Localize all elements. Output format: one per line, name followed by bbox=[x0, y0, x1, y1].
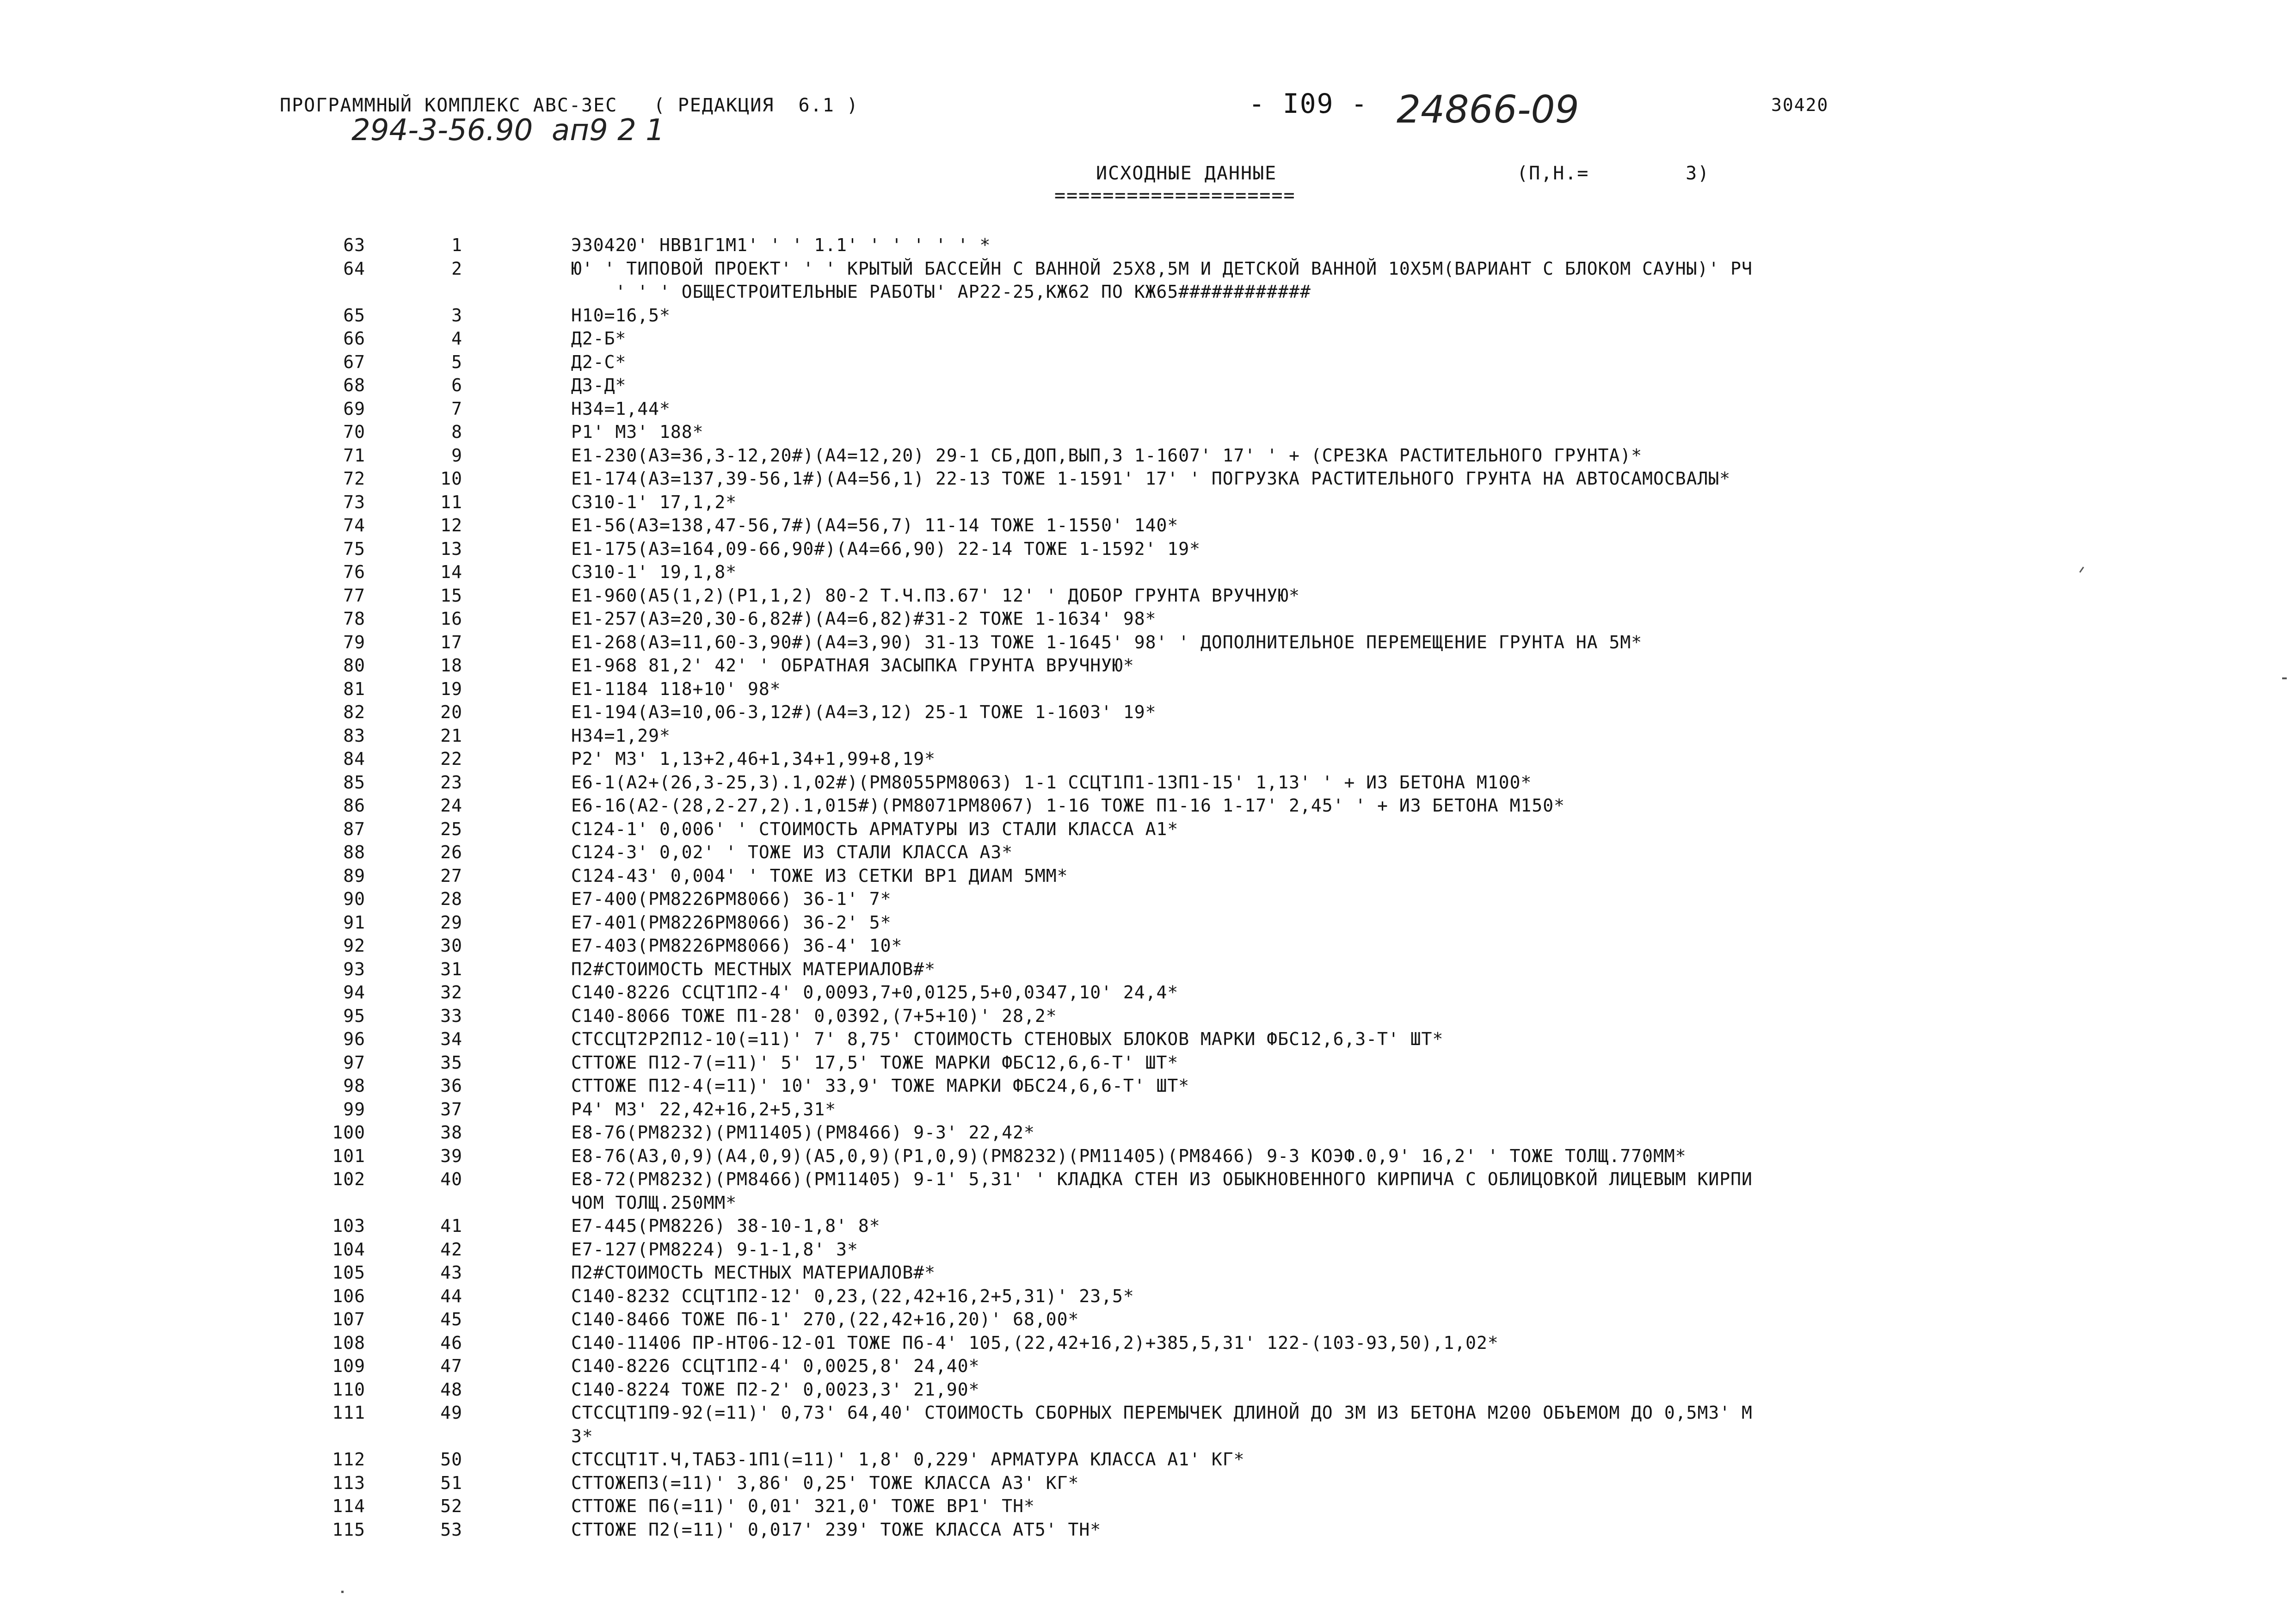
statement-number: 52 bbox=[440, 1496, 462, 1516]
statement-text: СТТОЖЕП3(=11)' 3,86' 0,25' ТОЖЕ КЛАССА А3' КГ* bbox=[571, 1473, 1079, 1493]
listing-row bbox=[0, 399, 2296, 422]
line-number: 97 bbox=[343, 1052, 365, 1073]
statement-text: СТТОЖЕ П6(=11)' 0,01' 321,0' ТОЖЕ ВР1' ТН* bbox=[571, 1496, 1035, 1516]
line-number: 107 bbox=[332, 1309, 365, 1329]
statement-number: 36 bbox=[440, 1076, 462, 1096]
statement-number: 15 bbox=[440, 585, 462, 606]
line-number: 78 bbox=[343, 609, 365, 629]
statement-text: Е8-72(РМ8232)(РМ8466)(РМ11405) 9-1' 5,31' ' КЛАДКА СТЕН ИЗ ОБЫКНОВЕННОГО КИРПИЧА С ОБЛИЦОВКОЙ ЛИЦЕВЫМ КИРПИ bbox=[571, 1169, 1753, 1189]
statement-text: Р1' М3' 188* bbox=[571, 422, 704, 442]
statement-text: С140-8226 ССЦТ1П2-4' 0,0093,7+0,0125,5+0,0347,10' 24,4* bbox=[571, 982, 1179, 1003]
statement-number: 40 bbox=[440, 1169, 462, 1189]
statement-text: СТССЦТ1Т.Ч,ТАБ3-1П1(=11)' 1,8' 0,229' АРМАТУРА КЛАССА А1' КГ* bbox=[571, 1449, 1245, 1470]
listing-row bbox=[0, 772, 2296, 795]
listing-row bbox=[0, 1099, 2296, 1122]
line-number: 84 bbox=[343, 749, 365, 769]
line-number: 100 bbox=[332, 1122, 365, 1143]
line-number: 72 bbox=[343, 468, 365, 489]
statement-number: 32 bbox=[440, 982, 462, 1003]
listing-row bbox=[0, 585, 2296, 609]
line-number: 93 bbox=[343, 959, 365, 979]
listing-row bbox=[0, 1076, 2296, 1099]
line-number: 64 bbox=[343, 258, 365, 279]
statement-text: ЧОМ ТОЛЩ.250ММ* bbox=[571, 1193, 737, 1213]
pn-parameter: (П,Н.= 3) bbox=[1517, 163, 1710, 184]
statement-number: 31 bbox=[440, 959, 462, 979]
statement-number: 14 bbox=[440, 562, 462, 582]
statement-number: 28 bbox=[440, 889, 462, 909]
statement-number: 2 bbox=[451, 258, 462, 279]
line-number: 114 bbox=[332, 1496, 365, 1516]
statement-number: 8 bbox=[451, 422, 462, 442]
line-number: 94 bbox=[343, 982, 365, 1003]
statement-text: Ю' ' ТИПОВОЙ ПРОЕКТ' ' ' КРЫТЫЙ БАССЕЙН С ВАННОЙ 25Х8,5М И ДЕТСКОЙ ВАННОЙ 10Х5М(ВАРИАНТ С БЛОКОМ САУНЫ)' РЧ bbox=[571, 258, 1753, 279]
statement-text: Е1-268(А3=11,60-3,90#)(А4=3,90) 31-13 ТОЖЕ 1-1645' 98' ' ДОПОЛНИТЕЛЬНОЕ ПЕРЕМЕЩЕНИЕ ГРУНТА НА 5М* bbox=[571, 632, 1643, 652]
statement-number: 17 bbox=[440, 632, 462, 652]
listing-row bbox=[0, 819, 2296, 842]
listing-row bbox=[0, 258, 2296, 282]
statement-text: Д2-С* bbox=[571, 352, 627, 372]
line-number: 70 bbox=[343, 422, 365, 442]
statement-text: Н34=1,29* bbox=[571, 726, 671, 746]
listing-row bbox=[0, 1426, 2296, 1449]
line-number: 82 bbox=[343, 702, 365, 722]
listing-row bbox=[0, 1379, 2296, 1403]
statement-number: 20 bbox=[440, 702, 462, 722]
statement-text: Е1-960(А5(1,2)(Р1,1,2) 80-2 Т.Ч.П3.67' 12' ' ДОБОР ГРУНТА ВРУЧНУЮ* bbox=[571, 585, 1300, 606]
statement-text: Е1-175(А3=164,09-66,90#)(А4=66,90) 22-14 ТОЖЕ 1-1592' 19* bbox=[571, 539, 1201, 559]
statement-text: ЭЗ0420' НВВ1Г1М1' ' ' 1.1' ' ' ' ' ' * bbox=[571, 235, 991, 255]
statement-number: 29 bbox=[440, 912, 462, 933]
line-number: 109 bbox=[332, 1356, 365, 1376]
heading-underline: ==================== bbox=[1054, 185, 1296, 206]
listing-row bbox=[0, 912, 2296, 935]
statement-number: 42 bbox=[440, 1239, 462, 1260]
statement-number: 46 bbox=[440, 1333, 462, 1353]
listing-row bbox=[0, 935, 2296, 959]
statement-text: С140-8224 ТОЖЕ П2-2' 0,0023,3' 21,90* bbox=[571, 1379, 980, 1400]
statement-text: Д2-Б* bbox=[571, 328, 627, 349]
line-number: 96 bbox=[343, 1029, 365, 1049]
line-number: 88 bbox=[343, 842, 365, 862]
line-number: 105 bbox=[332, 1262, 365, 1283]
line-number: 63 bbox=[343, 235, 365, 255]
statement-number: 3 bbox=[451, 305, 462, 326]
statement-number: 18 bbox=[440, 655, 462, 676]
statement-number: 23 bbox=[440, 772, 462, 793]
line-number: 65 bbox=[343, 305, 365, 326]
statement-text: П2#СТОИМОСТЬ МЕСТНЫХ МАТЕРИАЛОВ#* bbox=[571, 1262, 936, 1283]
statement-text: Е1-56(А3=138,47-56,7#)(А4=56,7) 11-14 ТОЖЕ 1-1550' 140* bbox=[571, 515, 1179, 535]
listing-row bbox=[0, 1262, 2296, 1286]
statement-number: 22 bbox=[440, 749, 462, 769]
listing-row bbox=[0, 235, 2296, 258]
statement-number: 30 bbox=[440, 935, 462, 956]
listing-row bbox=[0, 1286, 2296, 1309]
page-number: - I09 - bbox=[1249, 88, 1368, 119]
statement-number: 24 bbox=[440, 795, 462, 816]
statement-number: 25 bbox=[440, 819, 462, 839]
listing-row bbox=[0, 445, 2296, 468]
line-number: 90 bbox=[343, 889, 365, 909]
statement-text: Е7-401(РМ8226РМ8066) 36-2' 5* bbox=[571, 912, 892, 933]
page-heading: ИСХОДНЫЕ ДАННЫЕ bbox=[1096, 163, 1277, 184]
statement-text: П2#СТОИМОСТЬ МЕСТНЫХ МАТЕРИАЛОВ#* bbox=[571, 959, 936, 979]
listing-row bbox=[0, 422, 2296, 445]
line-number: 79 bbox=[343, 632, 365, 652]
listing-row bbox=[0, 842, 2296, 865]
statement-number: 53 bbox=[440, 1519, 462, 1540]
statement-number: 38 bbox=[440, 1122, 462, 1143]
listing-row bbox=[0, 1496, 2296, 1519]
line-number: 113 bbox=[332, 1473, 365, 1493]
statement-number: 49 bbox=[440, 1403, 462, 1423]
statement-number: 47 bbox=[440, 1356, 462, 1376]
listing-row bbox=[0, 539, 2296, 562]
line-number: 111 bbox=[332, 1403, 365, 1423]
statement-number: 27 bbox=[440, 866, 462, 886]
line-number: 99 bbox=[343, 1099, 365, 1120]
statement-text: Е7-400(РМ8226РМ8066) 36-1' 7* bbox=[571, 889, 892, 909]
statement-number: 19 bbox=[440, 679, 462, 699]
statement-text: Р2' М3' 1,13+2,46+1,34+1,99+8,19* bbox=[571, 749, 936, 769]
line-number: 80 bbox=[343, 655, 365, 676]
listing-row bbox=[0, 1169, 2296, 1192]
listing-row bbox=[0, 679, 2296, 702]
statement-text: Е1-174(А3=137,39-56,1#)(А4=56,1) 22-13 ТОЖЕ 1-1591' 17' ' ПОГРУЗКА РАСТИТЕЛЬНОГО ГРУНТА НА АВТОСАМОСВАЛЫ* bbox=[571, 468, 1731, 489]
listing-row bbox=[0, 492, 2296, 515]
statement-number: 26 bbox=[440, 842, 462, 862]
statement-text: Е1-968 81,2' 42' ' ОБРАТНАЯ ЗАСЫПКА ГРУНТА ВРУЧНУЮ* bbox=[571, 655, 1134, 676]
listing-row bbox=[0, 1449, 2296, 1472]
statement-text: Е7-403(РМ8226РМ8066) 36-4' 10* bbox=[571, 935, 903, 956]
listing-row bbox=[0, 866, 2296, 889]
listing-row bbox=[0, 1122, 2296, 1145]
listing-row bbox=[0, 609, 2296, 632]
statement-text: С140-8232 ССЦТ1П2-12' 0,23,(22,42+16,2+5,31)' 23,5* bbox=[571, 1286, 1134, 1306]
statement-number: 34 bbox=[440, 1029, 462, 1049]
line-number: 83 bbox=[343, 726, 365, 746]
statement-text: Р4' М3' 22,42+16,2+5,31* bbox=[571, 1099, 837, 1120]
statement-text: СТССЦТ1П9-92(=11)' 0,73' 64,40' СТОИМОСТЬ СБОРНЫХ ПЕРЕМЫЧЕК ДЛИНОЙ ДО 3М ИЗ БЕТОНА М200 ОБЪЕМОМ ДО 0,5М3' М bbox=[571, 1403, 1753, 1423]
statement-number: 6 bbox=[451, 375, 462, 395]
listing-row bbox=[0, 1052, 2296, 1076]
statement-text: Н10=16,5* bbox=[571, 305, 671, 326]
statement-text: С140-8466 ТОЖЕ П6-1' 270,(22,42+16,20)' 68,00* bbox=[571, 1309, 1079, 1329]
statement-text: С140-8226 ССЦТ1П2-4' 0,0025,8' 24,40* bbox=[571, 1356, 980, 1376]
line-number: 86 bbox=[343, 795, 365, 816]
line-number: 76 bbox=[343, 562, 365, 582]
line-number: 81 bbox=[343, 679, 365, 699]
listing-row bbox=[0, 1006, 2296, 1029]
statement-number: 44 bbox=[440, 1286, 462, 1306]
line-number: 102 bbox=[332, 1169, 365, 1189]
statement-text: 3* bbox=[571, 1426, 593, 1446]
line-number: 92 bbox=[343, 935, 365, 956]
listing-row bbox=[0, 282, 2296, 305]
line-number: 103 bbox=[332, 1216, 365, 1236]
listing-row bbox=[0, 1403, 2296, 1426]
statement-number: 11 bbox=[440, 492, 462, 512]
listing-row bbox=[0, 1146, 2296, 1169]
document-number-handwritten: 24866-09 bbox=[1397, 88, 1579, 132]
listing-row bbox=[0, 655, 2296, 678]
statement-text: Е8-76(А3,0,9)(А4,0,9)(А5,0,9)(Р1,0,9)(РМ8232)(РМ11405)(РМ8466) 9-3 КОЭФ.0,9' 16,2' ' ТОЖЕ ТОЛЩ.770ММ* bbox=[571, 1146, 1687, 1166]
statement-text: Е1-257(А3=20,30-6,82#)(А4=6,82)#31-2 ТОЖЕ 1-1634' 98* bbox=[571, 609, 1157, 629]
stray-mark bbox=[2282, 677, 2287, 679]
line-number: 98 bbox=[343, 1076, 365, 1096]
listing-row bbox=[0, 726, 2296, 749]
statement-text: Е6-1(А2+(26,3-25,3).1,02#)(РМ8055РМ8063) 1-1 ССЦТ1П1-13П1-15' 1,13' ' + ИЗ БЕТОНА М100* bbox=[571, 772, 1532, 793]
line-number: 106 bbox=[332, 1286, 365, 1306]
statement-text: С124-1' 0,006' ' СТОИМОСТЬ АРМАТУРЫ ИЗ СТАЛИ КЛАССА А1* bbox=[571, 819, 1179, 839]
statement-text: Е6-16(А2-(28,2-27,2).1,015#)(РМ8071РМ8067) 1-16 ТОЖЕ П1-16 1-17' 2,45' ' + ИЗ БЕТОНА М150* bbox=[571, 795, 1565, 816]
listing-row bbox=[0, 1356, 2296, 1379]
listing-row bbox=[0, 982, 2296, 1005]
statement-text: Е1-230(А3=36,3-12,20#)(А4=12,20) 29-1 СБ,ДОП,ВЫП,3 1-1607' 17' ' + (СРЕЗКА РАСТИТЕЛЬНОГО ГРУНТА)* bbox=[571, 445, 1643, 466]
statement-text: Е8-76(РМ8232)(РМ11405)(РМ8466) 9-3' 22,42* bbox=[571, 1122, 1035, 1143]
listing-row bbox=[0, 702, 2296, 725]
line-number: 77 bbox=[343, 585, 365, 606]
statement-text: С310-1' 19,1,8* bbox=[571, 562, 737, 582]
line-number: 68 bbox=[343, 375, 365, 395]
statement-number: 13 bbox=[440, 539, 462, 559]
line-number: 87 bbox=[343, 819, 365, 839]
statement-number: 12 bbox=[440, 515, 462, 535]
listing-row bbox=[0, 889, 2296, 912]
program-header: ПРОГРАММНЫЙ КОМПЛЕКС АВС-ЗЕС ( РЕДАКЦИЯ 6.1 ) bbox=[280, 95, 859, 116]
line-number: 75 bbox=[343, 539, 365, 559]
statement-number: 10 bbox=[440, 468, 462, 489]
listing-row bbox=[0, 1216, 2296, 1239]
line-number: 112 bbox=[332, 1449, 365, 1470]
line-number: 101 bbox=[332, 1146, 365, 1166]
line-number: 69 bbox=[343, 399, 365, 419]
statement-text: СТССЦТ2Р2П12-10(=11)' 7' 8,75' СТОИМОСТЬ СТЕНОВЫХ БЛОКОВ МАРКИ ФБС12,6,3-Т' ШТ* bbox=[571, 1029, 1444, 1049]
listing-row bbox=[0, 1309, 2296, 1332]
listing-row bbox=[0, 515, 2296, 538]
line-number: 85 bbox=[343, 772, 365, 793]
statement-number: 41 bbox=[440, 1216, 462, 1236]
listing-row bbox=[0, 1193, 2296, 1216]
statement-number: 51 bbox=[440, 1473, 462, 1493]
statement-number: 48 bbox=[440, 1379, 462, 1400]
line-number: 74 bbox=[343, 515, 365, 535]
listing-row bbox=[0, 375, 2296, 398]
statement-text: С140-8066 ТОЖЕ П1-28' 0,0392,(7+5+10)' 28,2* bbox=[571, 1006, 1057, 1026]
listing-row bbox=[0, 1473, 2296, 1496]
statement-number: 33 bbox=[440, 1006, 462, 1026]
line-number: 73 bbox=[343, 492, 365, 512]
statement-number: 16 bbox=[440, 609, 462, 629]
statement-text: Н34=1,44* bbox=[571, 399, 671, 419]
statement-text: СТТОЖЕ П12-4(=11)' 10' 33,9' ТОЖЕ МАРКИ ФБС24,6,6-Т' ШТ* bbox=[571, 1076, 1190, 1096]
statement-text: С124-43' 0,004' ' ТОЖЕ ИЗ СЕТКИ ВР1 ДИАМ 5ММ* bbox=[571, 866, 1068, 886]
listing-row bbox=[0, 305, 2296, 328]
statement-text: Е7-445(РМ8226) 38-10-1,8' 8* bbox=[571, 1216, 880, 1236]
listing-row bbox=[0, 1029, 2296, 1052]
stray-mark bbox=[341, 1591, 344, 1593]
listing-row bbox=[0, 328, 2296, 351]
line-number: 95 bbox=[343, 1006, 365, 1026]
listing-row bbox=[0, 1519, 2296, 1543]
statement-text: С310-1' 17,1,2* bbox=[571, 492, 737, 512]
statement-number: 50 bbox=[440, 1449, 462, 1470]
line-number: 108 bbox=[332, 1333, 365, 1353]
line-number: 71 bbox=[343, 445, 365, 466]
line-number: 89 bbox=[343, 866, 365, 886]
project-number-handwritten: 294-3-56.90 ап9 2 1 bbox=[351, 113, 665, 148]
statement-number: 9 bbox=[451, 445, 462, 466]
statement-number: 21 bbox=[440, 726, 462, 746]
listing-row bbox=[0, 1239, 2296, 1262]
statement-number: 45 bbox=[440, 1309, 462, 1329]
statement-text: ' ' ' ОБЩЕСТРОИТЕЛЬНЫЕ РАБОТЫ' АР22-25,КЖ62 ПО КЖ65############ bbox=[571, 282, 1311, 302]
statement-text: Е1-1184 118+10' 98* bbox=[571, 679, 781, 699]
statement-text: С124-3' 0,02' ' ТОЖЕ ИЗ СТАЛИ КЛАССА А3* bbox=[571, 842, 1013, 862]
statement-number: 37 bbox=[440, 1099, 462, 1120]
statement-text: Е7-127(РМ8224) 9-1-1,8' 3* bbox=[571, 1239, 858, 1260]
statement-text: Е1-194(А3=10,06-3,12#)(А4=3,12) 25-1 ТОЖЕ 1-1603' 19* bbox=[571, 702, 1157, 722]
line-number: 110 bbox=[332, 1379, 365, 1400]
line-number: 91 bbox=[343, 912, 365, 933]
listing-row bbox=[0, 1333, 2296, 1356]
listing-row bbox=[0, 749, 2296, 772]
line-number: 67 bbox=[343, 352, 365, 372]
statement-number: 35 bbox=[440, 1052, 462, 1073]
statement-number: 5 bbox=[451, 352, 462, 372]
statement-text: Д3-Д* bbox=[571, 375, 627, 395]
line-number: 115 bbox=[332, 1519, 365, 1540]
listing-row bbox=[0, 795, 2296, 818]
listing-row bbox=[0, 468, 2296, 492]
listing-row bbox=[0, 352, 2296, 375]
statement-text: СТТОЖЕ П2(=11)' 0,017' 239' ТОЖЕ КЛАССА АТ5' ТН* bbox=[571, 1519, 1102, 1540]
listing-row bbox=[0, 632, 2296, 655]
statement-number: 1 bbox=[451, 235, 462, 255]
statement-number: 7 bbox=[451, 399, 462, 419]
line-number: 104 bbox=[332, 1239, 365, 1260]
statement-number: 39 bbox=[440, 1146, 462, 1166]
document-code: 30420 bbox=[1771, 95, 1829, 115]
statement-text: С140-11406 ПР-НТ06-12-01 ТОЖЕ П6-4' 105,(22,42+16,2)+385,5,31' 122-(103-93,50),1,02* bbox=[571, 1333, 1499, 1353]
statement-number: 4 bbox=[451, 328, 462, 349]
listing-row bbox=[0, 562, 2296, 585]
statement-number: 43 bbox=[440, 1262, 462, 1283]
listing-row bbox=[0, 959, 2296, 982]
statement-text: СТТОЖЕ П12-7(=11)' 5' 17,5' ТОЖЕ МАРКИ ФБС12,6,6-Т' ШТ* bbox=[571, 1052, 1179, 1073]
line-number: 66 bbox=[343, 328, 365, 349]
